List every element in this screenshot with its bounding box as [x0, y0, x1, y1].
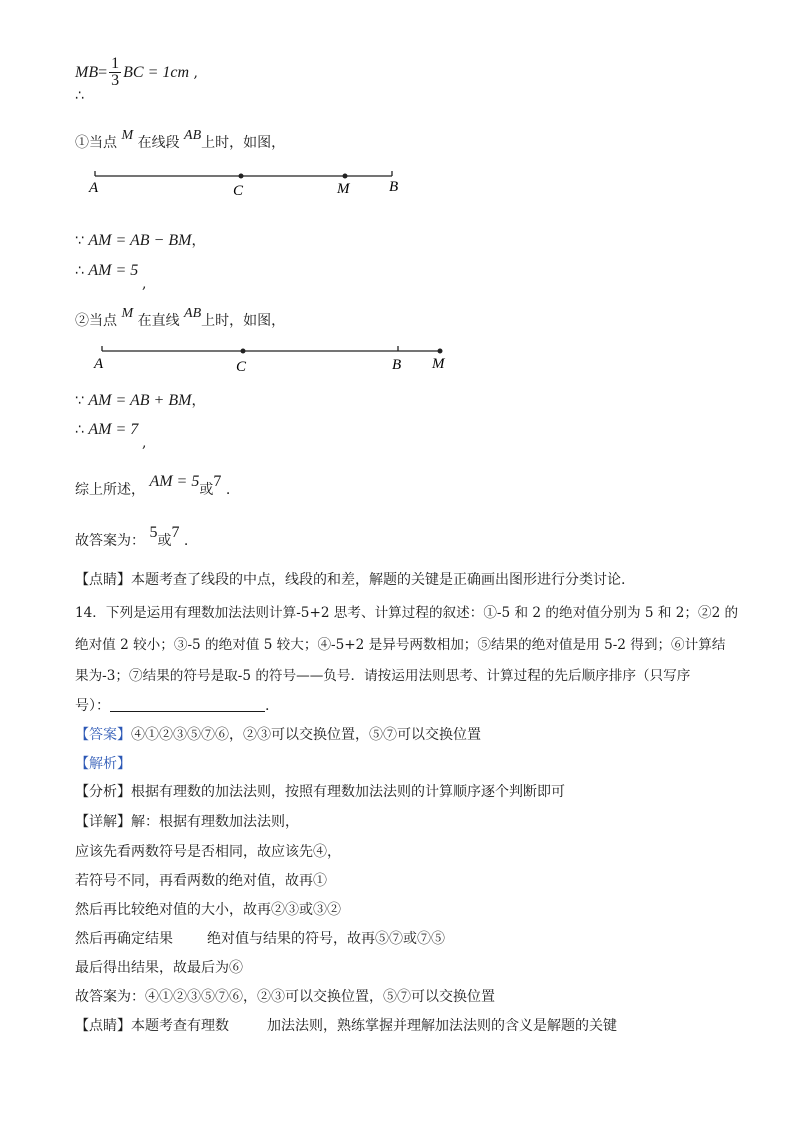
fraction-denominator: 3: [111, 72, 120, 89]
fraction-numerator: 1: [111, 55, 120, 72]
xiangjie-text: 解：根据有理数加法法则，: [131, 814, 299, 830]
comma: ,: [193, 64, 198, 81]
step-line-3: 然后再比较绝对值的大小，故再②③或③②: [75, 902, 341, 918]
mb-var: MB: [75, 63, 99, 81]
summary-or: 或: [199, 482, 214, 498]
answer14-text: ④①②③⑤⑦⑥，②③可以交换位置，⑤⑦可以交换位置: [131, 727, 481, 743]
xiangjie-tag: 【详解】: [75, 814, 131, 830]
because-symbol: ∵: [75, 233, 84, 249]
case2-var-ab: AB: [184, 306, 202, 321]
label-b-2: B: [392, 357, 402, 373]
q14-line-2: 绝对值 2 较小；③-5 的绝对值 5 较大；④-5+2 是异号两数相加；⑤结果的绝对值是用 5-2 得到；⑥计算结: [75, 637, 726, 653]
summary-expr: AM = 5: [149, 473, 200, 490]
answer14-tag: 【答案】: [75, 727, 131, 743]
label-a-2: A: [94, 356, 104, 372]
comment13-tag: 【点睛】: [75, 572, 131, 588]
q14-line-3: 果为-3；⑦结果的符号是取-5 的符号——负号．请按运用法则思考、计算过程的先后顺序排序（只写序: [75, 668, 691, 684]
dot-m-1: [343, 174, 348, 179]
comment14-a: 本题考查有理数: [131, 1018, 229, 1034]
q14-line-4-text: 号）：: [75, 698, 110, 714]
fenxi-text: 根据有理数的加法法则，按照有理数加法法则的计算顺序逐个判断即可: [131, 784, 565, 800]
answer13-line: [75, 524, 189, 550]
dot-c-1: [239, 174, 244, 179]
case1-eq2: [75, 262, 138, 280]
case1-intro-post: 上时，如图，: [201, 135, 286, 151]
q14-line-4: [75, 697, 269, 715]
case2-intro-pre: ②当点: [75, 313, 117, 329]
xiangjie: [75, 813, 299, 831]
step-line-4: [75, 930, 445, 948]
answer14: [75, 726, 481, 744]
case2-eq2-expr: AM = 7: [88, 421, 139, 438]
fenxi: [75, 783, 565, 801]
because-symbol: ∵: [75, 393, 84, 409]
case1-eq1-expr: AM = AB − BM: [88, 232, 192, 249]
label-a-1: A: [89, 180, 99, 196]
case2-eq1: [75, 392, 205, 410]
case2-eq2: [75, 421, 138, 439]
comment13-text: 本题考查了线段的中点，线段的和差，解题的关键是正确画出图形进行分类讨论.: [131, 572, 626, 588]
step4-b: 绝对值与结果的符号，故再⑤⑦或⑦⑤: [207, 931, 445, 947]
answer13-v1: 5: [149, 524, 158, 541]
case2-var-m: M: [121, 306, 134, 321]
answer-blank: [110, 697, 265, 712]
answer13-or: 或: [157, 533, 172, 549]
label-m-2: M: [432, 356, 445, 372]
comment14-tag: 【点睛】: [75, 1018, 131, 1034]
therefore-symbol: ∴: [75, 263, 84, 279]
fenxi-tag: 【分析】: [75, 784, 131, 800]
bc-expr: BC = 1cm: [123, 63, 190, 81]
label-c-1: C: [233, 183, 244, 199]
comment14: [75, 1017, 617, 1035]
answer13-end: .: [183, 533, 189, 549]
case1-var-ab: AB: [184, 128, 202, 143]
answer13-v2: 7: [171, 524, 180, 541]
eq-sign: =: [98, 63, 108, 81]
case2-eq1-expr: AM = AB + BM: [88, 392, 192, 409]
case2-intro-post: 上时，如图，: [201, 313, 286, 329]
step4-a: 然后再确定结果: [75, 931, 173, 947]
summary-line: [75, 473, 231, 499]
label-c-2: C: [236, 359, 247, 375]
case1-eq1-tail: ，: [191, 233, 206, 249]
step-line-2: 若符号不同，再看两数的绝对值，故再①: [75, 873, 327, 889]
label-m-1: M: [337, 181, 350, 197]
summary-pre: 综上所述，: [75, 482, 145, 498]
step-line-1: 应该先看两数符号是否相同，故应该先④，: [75, 844, 341, 860]
case1-eq2-expr: AM = 5: [88, 262, 139, 279]
case1-intro-mid: 在线段: [137, 135, 180, 151]
case2-eq2-tail: ,: [142, 435, 147, 451]
analysis-tag: 【解析】: [75, 756, 131, 772]
therefore-symbol: ∴: [75, 422, 84, 438]
comment13: [75, 571, 625, 589]
therefore-symbol: ∴: [75, 88, 84, 104]
case1-eq1: [75, 232, 205, 250]
case1-intro-pre: ①当点: [75, 135, 117, 151]
dot-m-2: [438, 349, 443, 354]
dot-c-2: [241, 349, 246, 354]
segment-diagram-1: [88, 171, 398, 199]
summary-end: .: [225, 482, 231, 498]
case2-eq1-tail: ，: [191, 393, 206, 409]
step-line-5: 最后得出结果，故最后为⑥: [75, 960, 243, 976]
q14-line-1: 14．下列是运用有理数加法法则计算-5+2 思考、计算过程的叙述：①-5 和 2 的绝对值分别为 5 和 2；②2 的: [75, 605, 739, 621]
comment14-b: 加法法则，熟练掌握并理解加法法则的含义是解题的关键: [267, 1018, 617, 1034]
final14: 故答案为：④①②③⑤⑦⑥，②③可以交换位置，⑤⑦可以交换位置: [75, 989, 495, 1005]
q14-end: .: [265, 698, 270, 714]
answer13-pre: 故答案为：: [75, 533, 145, 549]
case2-intro-mid: 在直线: [137, 313, 180, 329]
case2-intro: [75, 306, 286, 331]
case1-eq2-tail: ,: [142, 276, 147, 292]
segment-diagram-2: [93, 346, 446, 375]
label-b-1: B: [389, 179, 399, 195]
summary-val: 7: [213, 473, 222, 490]
case1-var-m: M: [121, 128, 134, 143]
